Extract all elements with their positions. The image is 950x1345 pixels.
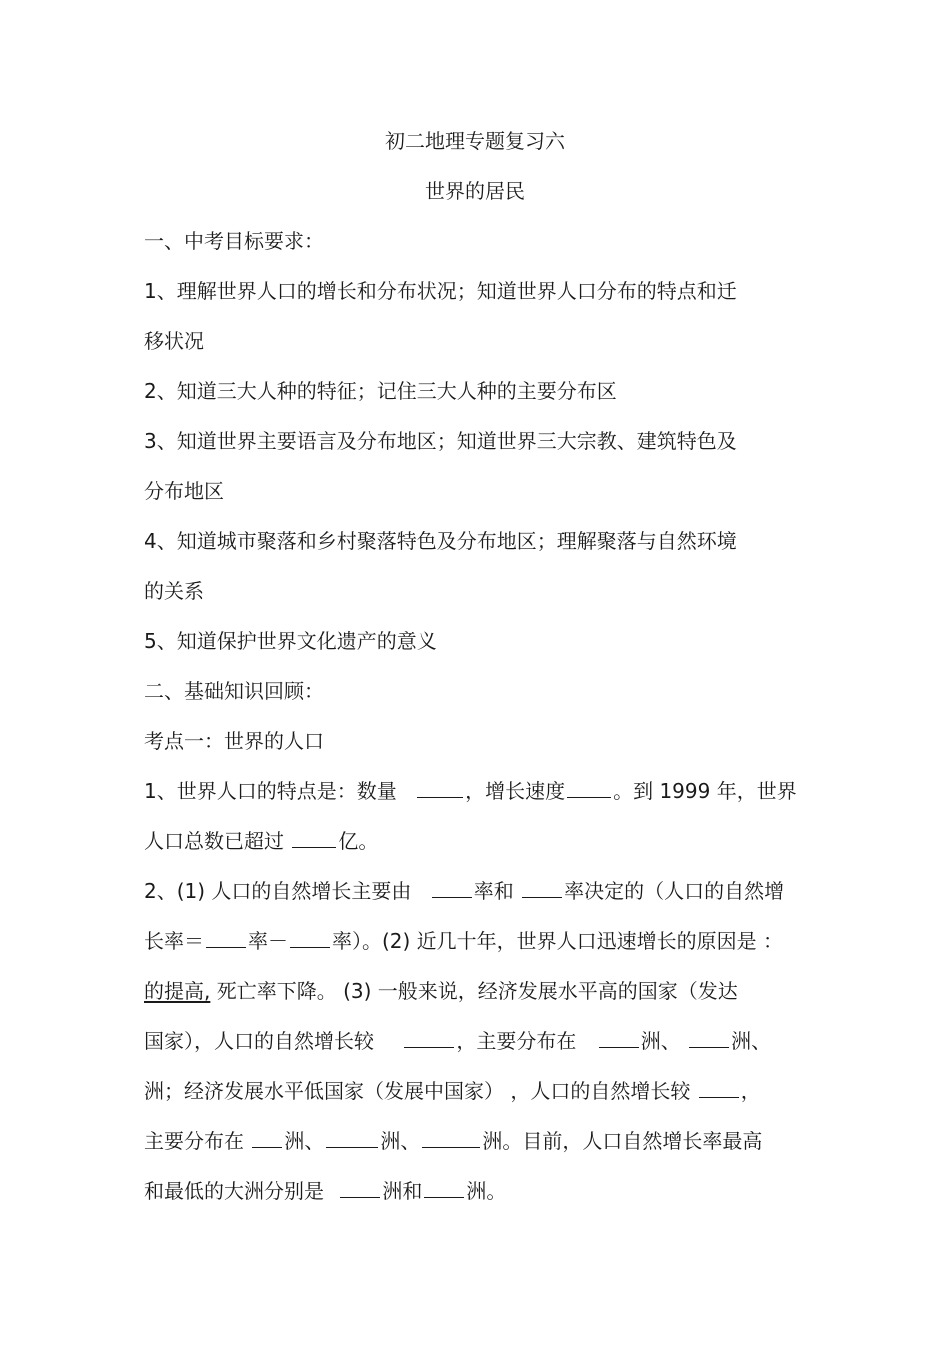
question-2-line-6: 主要分布在 洲、 洲、 洲。目前，人口自然增长率最高: [144, 1129, 763, 1153]
doc-title: 初二地理专题复习六: [385, 129, 565, 153]
fill-blank[interactable]: [340, 1179, 380, 1198]
goal-item: 1、理解世界人口的增长和分布状况；知道世界人口分布的特点和迁: [144, 279, 737, 303]
question-1-line-1: 1、世界人口的特点是：数量 ，增长速度 。到 1999 年，世界: [144, 779, 797, 803]
goal-item: 4、知道城市聚落和乡村聚落特色及分布地区；理解聚落与自然环境: [144, 529, 737, 553]
question-2-line-7: 和最低的大洲分别是 洲和 洲。: [144, 1179, 507, 1203]
fill-blank[interactable]: [432, 879, 472, 898]
fill-blank[interactable]: [567, 779, 611, 798]
fill-blank[interactable]: [699, 1079, 739, 1098]
fill-blank[interactable]: [599, 1029, 639, 1048]
goal-item: 5、知道保护世界文化遗产的意义: [144, 629, 437, 653]
fill-blank[interactable]: [206, 929, 246, 948]
fill-blank[interactable]: [326, 1129, 378, 1148]
section2-heading: 二、基础知识回顾：: [144, 679, 324, 703]
fill-blank[interactable]: [292, 829, 336, 848]
question-2-line-2: 长率＝ 率－ 率）。(2) 近几十年，世界人口迅速增长的原因是 ：: [144, 929, 784, 953]
fill-blank[interactable]: [422, 1129, 480, 1148]
fill-blank[interactable]: [404, 1029, 454, 1048]
question-2-line-3: 的提高, 死亡率下降。 (3) 一般来说，经济发展水平高的国家（发达: [144, 979, 738, 1003]
doc-subtitle: 世界的居民: [425, 179, 525, 203]
goal-item: 2、知道三大人种的特征；记住三大人种的主要分布区: [144, 379, 617, 403]
topic1-heading: 考点一：世界的人口: [144, 729, 324, 753]
goal-item: 的关系: [144, 579, 204, 603]
fill-blank[interactable]: [424, 1179, 464, 1198]
question-1-line-2: 人口总数已超过 亿。: [144, 829, 379, 853]
question-2-line-4: 国家），人口的自然增长较 ，主要分布在 洲、 洲、: [144, 1029, 772, 1053]
fill-blank[interactable]: [689, 1029, 729, 1048]
fill-blank[interactable]: [522, 879, 562, 898]
goal-item: 分布地区: [144, 479, 224, 503]
goal-item: 3、知道世界主要语言及分布地区；知道世界三大宗教、建筑特色及: [144, 429, 737, 453]
fill-blank[interactable]: [417, 779, 463, 798]
section1-heading: 一、中考目标要求：: [144, 229, 324, 253]
question-2-line-1: 2、(1) 人口的自然增长主要由 率和 率决定的（人口的自然增: [144, 879, 785, 903]
goal-item: 移状况: [144, 329, 204, 353]
fill-blank[interactable]: [290, 929, 330, 948]
question-2-line-5: 洲；经济发展水平低国家（发展中国家） ，人口的自然增长较 ，: [144, 1079, 761, 1103]
fill-blank[interactable]: [252, 1129, 282, 1148]
